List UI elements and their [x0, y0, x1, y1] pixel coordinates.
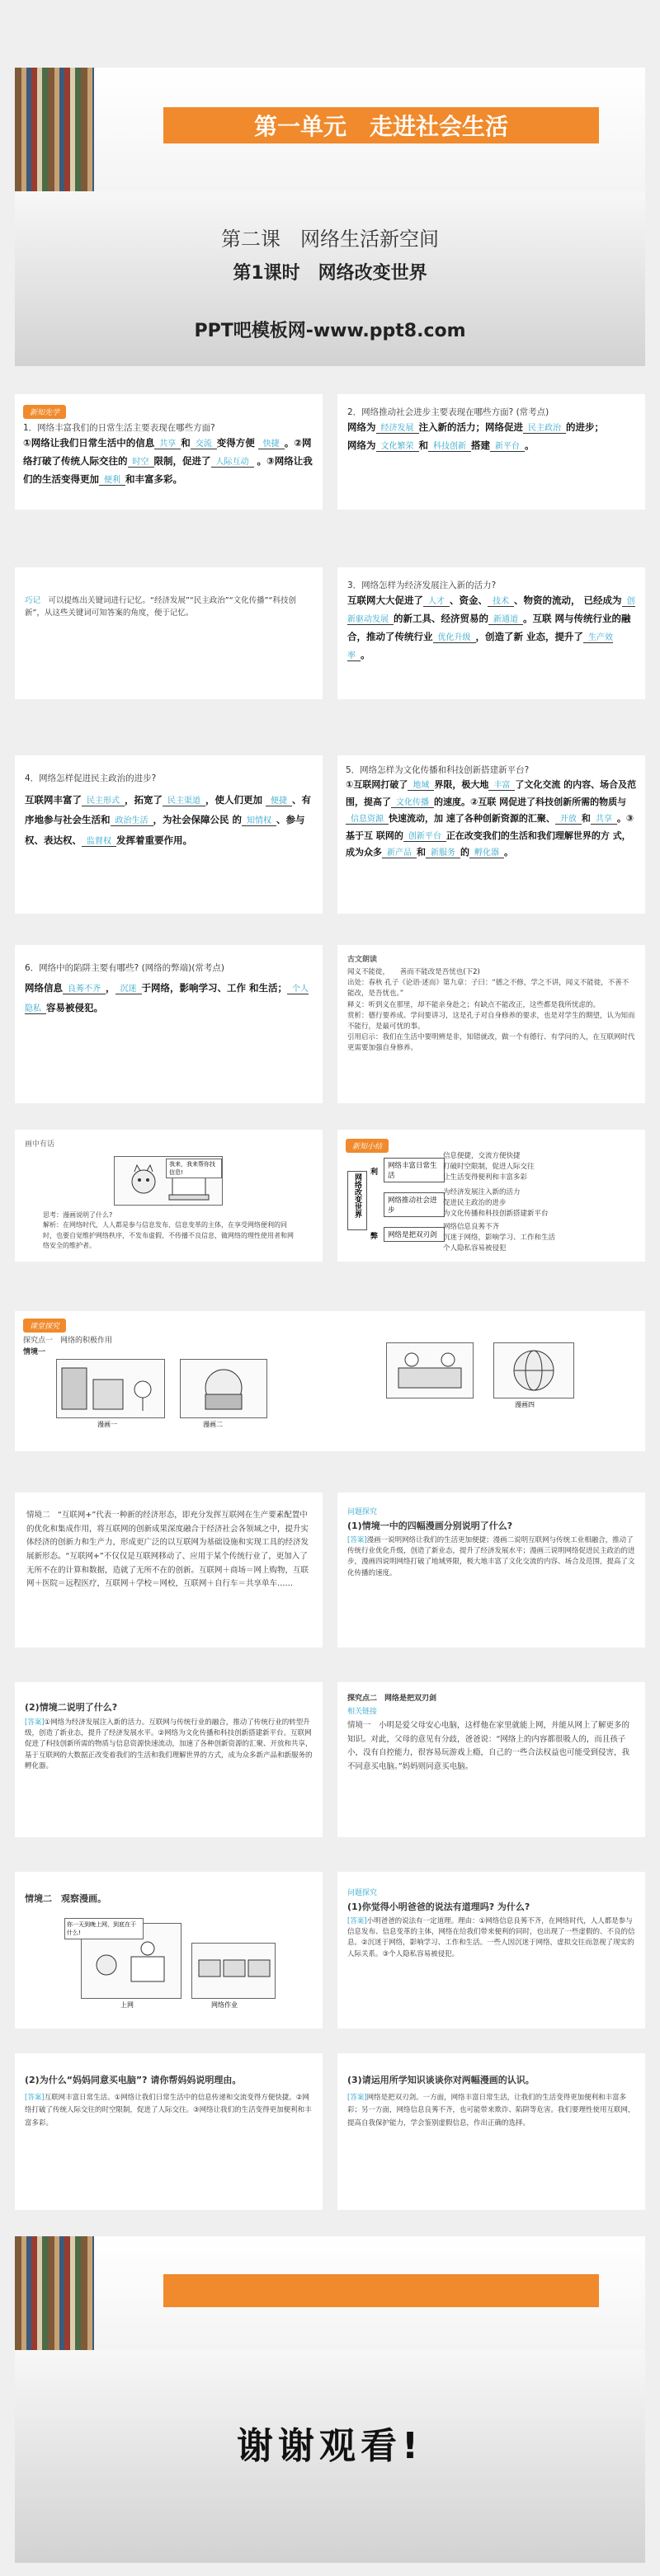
bookshelf-image — [15, 68, 94, 191]
reading-line: 出处：春秋 孔子《论语·述而》第九章：子曰：“德之不修，学之不讲，闻义不能徙，不善不能改，是吾忧也。” — [347, 979, 629, 999]
slide-q6 — [15, 945, 323, 1103]
slide-cartoon-talk — [15, 1130, 323, 1262]
slide-q1 — [15, 394, 323, 510]
scene-label: 情境一 — [23, 1347, 46, 1356]
summary-items-2 — [443, 1187, 633, 1220]
meeting-icon — [387, 1343, 473, 1398]
summary-items-3 — [443, 1222, 633, 1255]
answer-text: ①网络让我们日常生活中的信息 共享 和 交流 变得方便 快捷 。②网络打破了传统人际交往的 时空 限制，促进了 人际互动 。③网络让我们的生活变得更加 便利 和丰富多彩。 — [23, 437, 313, 485]
slide-tip — [15, 567, 323, 699]
cover-slide — [15, 68, 645, 366]
probe-question: (2)情境二说明了什么? — [25, 1702, 118, 1713]
slide-explore-1 — [15, 1311, 645, 1451]
slide-q5 — [337, 755, 645, 914]
summary-con: 弊 — [370, 1233, 379, 1241]
memory-tip: 巧记 可以提炼出关键词进行记忆。“经济发展”“民主政治”“文化传播”“科技创新”，从这些关键词可知答案的角度，便于记忆。 — [25, 596, 296, 618]
summary-item: 为文化传播和科技创新搭建新平台 — [443, 1210, 549, 1219]
reading-line: 释义：听到义在那里，却不能亲身赴之；有缺点不能改正，这些都是我所忧虑的。 — [347, 1000, 601, 1009]
reading-line: 闻义不能徙， 善而不能改是吾忧也(下2) — [347, 968, 480, 976]
question: 6．网络中的陷阱主要有哪些? (网络的弊端)(常考点) — [25, 963, 224, 973]
crowd-computers-icon — [192, 1944, 275, 1998]
summary-item: 个人隐私容易被侵犯 — [443, 1244, 507, 1253]
answer-text: ①互联网打破了 地域 界限，极大地 丰富 了文化交流 的内容、场合及范围，提高了 文化传播 的速度。②互联 网促进了科技创新所需的物质与信息资源 快速流动，加 速了各种创新资源的汇聚、 开放 和 共享 。③基于互 联网的 创新平台 正在改变我们的生活和我们理解世界的方 式，成为众多 新产品 和 新服务 的 孵化器 。 — [346, 779, 637, 858]
summary-branch-2: 网络推动社会进步 — [384, 1192, 445, 1217]
summary-item: 信息便捷，交流方便快捷 — [443, 1152, 521, 1160]
probe-question: (2)为什么“妈妈同意买电脑”? 请你帮妈妈说明理由。 — [25, 2075, 242, 2085]
scene-2-text: 情境二 “互联网+”代表一种新的经济形态，即充分发挥互联网在生产要素配置中的优化和集成作用，将互联网的创新成果深度融合于经济社会各领域之中，提升实体经济的创新力和生产力，形成更广泛的以互联网为基础设施和实现工具的经济发展新形态。“互联网+”不仅仅是互联网移动了、应用于某个传统行业了，更加入了无所不在的计算和数据，造就了无所不在的创新。互联网＋商场＝网上购物，互联网＋医院＝远程医疗，互联网＋学校＝网校，互联网＋自行车＝共享单车…… — [26, 1511, 309, 1589]
slide-probe-2 — [15, 1682, 323, 1837]
probe-heading: 问题探究 — [347, 1889, 378, 1897]
summary-item: 让生活变得便利和丰富多彩 — [443, 1173, 528, 1182]
unit-title: 第一单元 走进社会生活 — [253, 113, 508, 140]
probe-question: (3)请运用所学知识谈谈你对两幅漫画的认识。 — [347, 2075, 535, 2085]
site-credit: PPT吧模板网-www.ppt8.com — [194, 321, 466, 341]
globe-icon — [494, 1343, 573, 1398]
summary-item: 沉迷于网络，影响学习、工作和生活 — [443, 1234, 556, 1243]
factory-icon — [181, 1360, 266, 1417]
summary-branch-1: 网络丰富日常生活 — [384, 1158, 445, 1182]
section-tag: 课堂探究 — [23, 1319, 66, 1333]
speech-bubble: 我来，我来帮你找信息! — [166, 1159, 222, 1178]
probe-answer: [答案]互联网丰富日常生活。①网络让我们日常生活中的信息传递和交流变得方便快捷。②网络打破了传统人际交往的时空限制，促进了人际交往。③网络让我们的生活变得更加便利和丰富多彩。 — [25, 2094, 312, 2127]
cartoon-2 — [180, 1359, 267, 1418]
cartoon-online-homework — [191, 1943, 276, 1999]
bookshelf-image — [15, 2236, 94, 2350]
section-tag: 新知先学 — [23, 405, 66, 419]
slide-q2 — [337, 394, 645, 510]
slide-q3 — [337, 567, 645, 699]
probe-answer: [答案]漫画一说明网络让我们的生活更加便捷；漫画二说明互联网与传统工业相融合，推动了传统行业优化升级，创造了新业态，提升了经济发展水平；漫画三说明网络促进民主政治的进步，漫画四说明网络打破了地域界限，极大地丰富了文化交流的内容、场合及范围，提高了文化传播的速度。 — [347, 1536, 635, 1577]
thanks-text: 谢谢观看! — [236, 2425, 424, 2467]
slide-summary — [337, 1130, 645, 1262]
question: 5．网络怎样为文化传播和科技创新搭建新平台? — [346, 765, 530, 775]
speech-bubble: 你一天到晚上网，到底在干什么! — [64, 1918, 144, 1939]
probe-heading: 问题探究 — [347, 1508, 378, 1516]
answer-text: 网络为 经济发展 注入新的活力；网络促进 民主政治 的进步； 网络为 文化繁荣 和 科技创新 搭建 新平台 。 — [347, 421, 604, 452]
cartoon-4-caption: 漫画四 — [515, 1401, 535, 1408]
probe-question: (1)情境一中的四幅漫画分别说明了什么? — [347, 1521, 513, 1531]
probe-answer: [答案]小明爸爸的说法有一定道理。理由：①网络信息良莠不齐，在网络时代，人人都是参与信息发布、信息变革的主体，网络在给我们带来便利的同时，也出现了一些虚假的、不良的信息。②沉迷于网络，影响学习、工作和生活。一些人因沉迷于网络，虚拟交往而忽视了现实的人际关系。③个人隐私容易被侵犯。 — [347, 1917, 635, 1958]
period-title: 第1课时 网络改变世界 — [233, 263, 427, 284]
probe-answer: [答案]①网络为经济发展注入新的活力。互联网与传统行业的融合，推动了传统行业的转型升级，创造了新业态，提升了经济发展水平。②网络为文化传播和科技创新搭建新平台。互联网促进了科技创新所需的物质与信息资源快速流动，加速了各种创新资源的汇聚、开放和共享，基于互联网的大数据正改变着我们的生活和我们理解世界的方式，成为众多新产品和新服务的孵化器。 — [25, 1718, 313, 1770]
slide-probe-4 — [15, 2053, 323, 2210]
summary-branch-3: 网络是把双刃剑 — [384, 1227, 445, 1242]
summary-items-1 — [443, 1151, 633, 1184]
cartoon-caption: 思考：漫画说明了什么? 解析：在网络时代，人人都是参与信息发布、信息变革的主体，在享受网络便利的同时，也要自觉维护网络秩序，不发布虚假、不传播不良信息，做网络的理性使用者和网络安全的维护者。 — [43, 1211, 294, 1250]
slide-probe-1 — [337, 1492, 645, 1648]
question: 1．网络丰富我们的日常生活主要表现在哪些方面? — [23, 423, 215, 433]
link-heading: 相关链接 — [347, 1707, 378, 1716]
slide-scene-cartoon — [15, 1872, 323, 2028]
section-tag: 新知小结 — [346, 1139, 389, 1153]
scene-1-text: 情境一 小明是爱父母安心电脑，这样他在家里就能上网，并能从网上了解更多的知识。对此，父母的意见有分歧，爸爸说：“网络上的内容都很吸人的，而且孩子小，没有自控能力，很容易玩游戏上瘾，自己的一些合法权益也可能受到侵害，我不同意买电脑。”妈妈则同意买电脑。 — [347, 1720, 630, 1771]
slide-probe-5 — [337, 2053, 645, 2210]
cartoon-2-caption: 漫画二 — [203, 1421, 223, 1428]
summary-item: 网络信息良莠不齐 — [443, 1223, 500, 1231]
summary-item: 为经济发展注入新的活力 — [443, 1188, 521, 1196]
question: 2．网络推动社会进步主要表现在哪些方面? (常考点) — [347, 407, 549, 417]
end-orange-bar — [163, 2274, 599, 2307]
summary-item: 促进民主政治的进步 — [443, 1199, 507, 1208]
probe-answer: [答案]网络是把双刃剑。一方面，网络丰富日常生活，让我们的生活变得更加便利和丰富多彩；另一方面，网络信息良莠不齐，也可能带来欺诈、陷阱等危害。我们要理性使用互联网，提高自我保护能力，学会鉴别虚假信息，作出正确的选择。 — [347, 2094, 635, 2127]
explore-heading: 探究点一 网络的积极作用 — [23, 1337, 113, 1345]
summary-pro: 利 — [370, 1168, 379, 1177]
cartoon-1-caption: 漫画一 — [97, 1421, 117, 1428]
answer-text: 互联网丰富了 民主形式 ，拓宽了 民主渠道 ，使人们更加 便捷 、有序地参与社会生活和 政治生活 ，为社会保障公民 的 知情权 、参与权、表达权、 监督权 发挥着重要作用。 — [25, 794, 312, 846]
cartoon-caption-2: 网络作业 — [211, 2001, 238, 2009]
cartoon-caption-1: 上网 — [120, 2001, 134, 2009]
reading-lines — [347, 967, 635, 1054]
cartoon-title: 画中有话 — [25, 1140, 55, 1149]
cartoon-4 — [493, 1342, 574, 1398]
slide-scene-2 — [15, 1492, 323, 1648]
reading-line: 引用启示：我们在生活中要明辨是非，知错就改，做一个有德行、有学问的人，在互联网时代更需要加强自身修养。 — [347, 1033, 635, 1053]
end-slide — [15, 2236, 645, 2563]
slide-q4 — [15, 755, 323, 914]
summary-root: 网络改变世界 — [347, 1171, 367, 1230]
reading-title: 古文朗读 — [347, 956, 378, 964]
cartoon-image — [114, 1156, 223, 1206]
cartoon-3 — [386, 1342, 474, 1398]
city-people-icon — [57, 1360, 164, 1417]
slide-probe-3 — [337, 1872, 645, 2028]
question: 4．网络怎样促进民主政治的进步? — [25, 773, 157, 783]
explore-heading: 探究点二 网络是把双刃剑 — [347, 1695, 437, 1703]
slide-explore-2 — [337, 1682, 645, 1837]
answer-text: 互联网大大促进了 人才 、资金、 技术 、物资的流动， 已经成为 创新驱动发展 的新工具、经济贸易的 新通道 。互联 网与传统行业的融合，推动了传统行业 优化升级 ，创造了新 业态，提升了 生产效率 。 — [347, 595, 635, 660]
question: 3．网络怎样为经济发展注入新的活力? — [347, 581, 497, 590]
reading-line: 赏析：德行要养成、学问要讲习，这是孔子对自身修养的要求，也是对学生的期望，认为知而不能行，是最可忧的事。 — [347, 1011, 635, 1031]
slide-classic-reading — [337, 945, 645, 1103]
summary-item: 打破时空限制，促进人际交往 — [443, 1163, 535, 1172]
scene-label: 情境二 观察漫画。 — [25, 1893, 106, 1904]
lesson-title: 第二课 网络生活新空间 — [221, 228, 439, 251]
answer-text: 网络信息 良莠不齐 ， 沉迷 于网络，影响学习、工作 和生活； 个人隐私 容易被侵犯。 — [25, 982, 309, 1014]
probe-question: (1)你觉得小明爸爸的说法有道理吗? 为什么? — [347, 1901, 530, 1912]
unit-title-bar — [163, 107, 599, 143]
cartoon-1 — [56, 1359, 165, 1418]
